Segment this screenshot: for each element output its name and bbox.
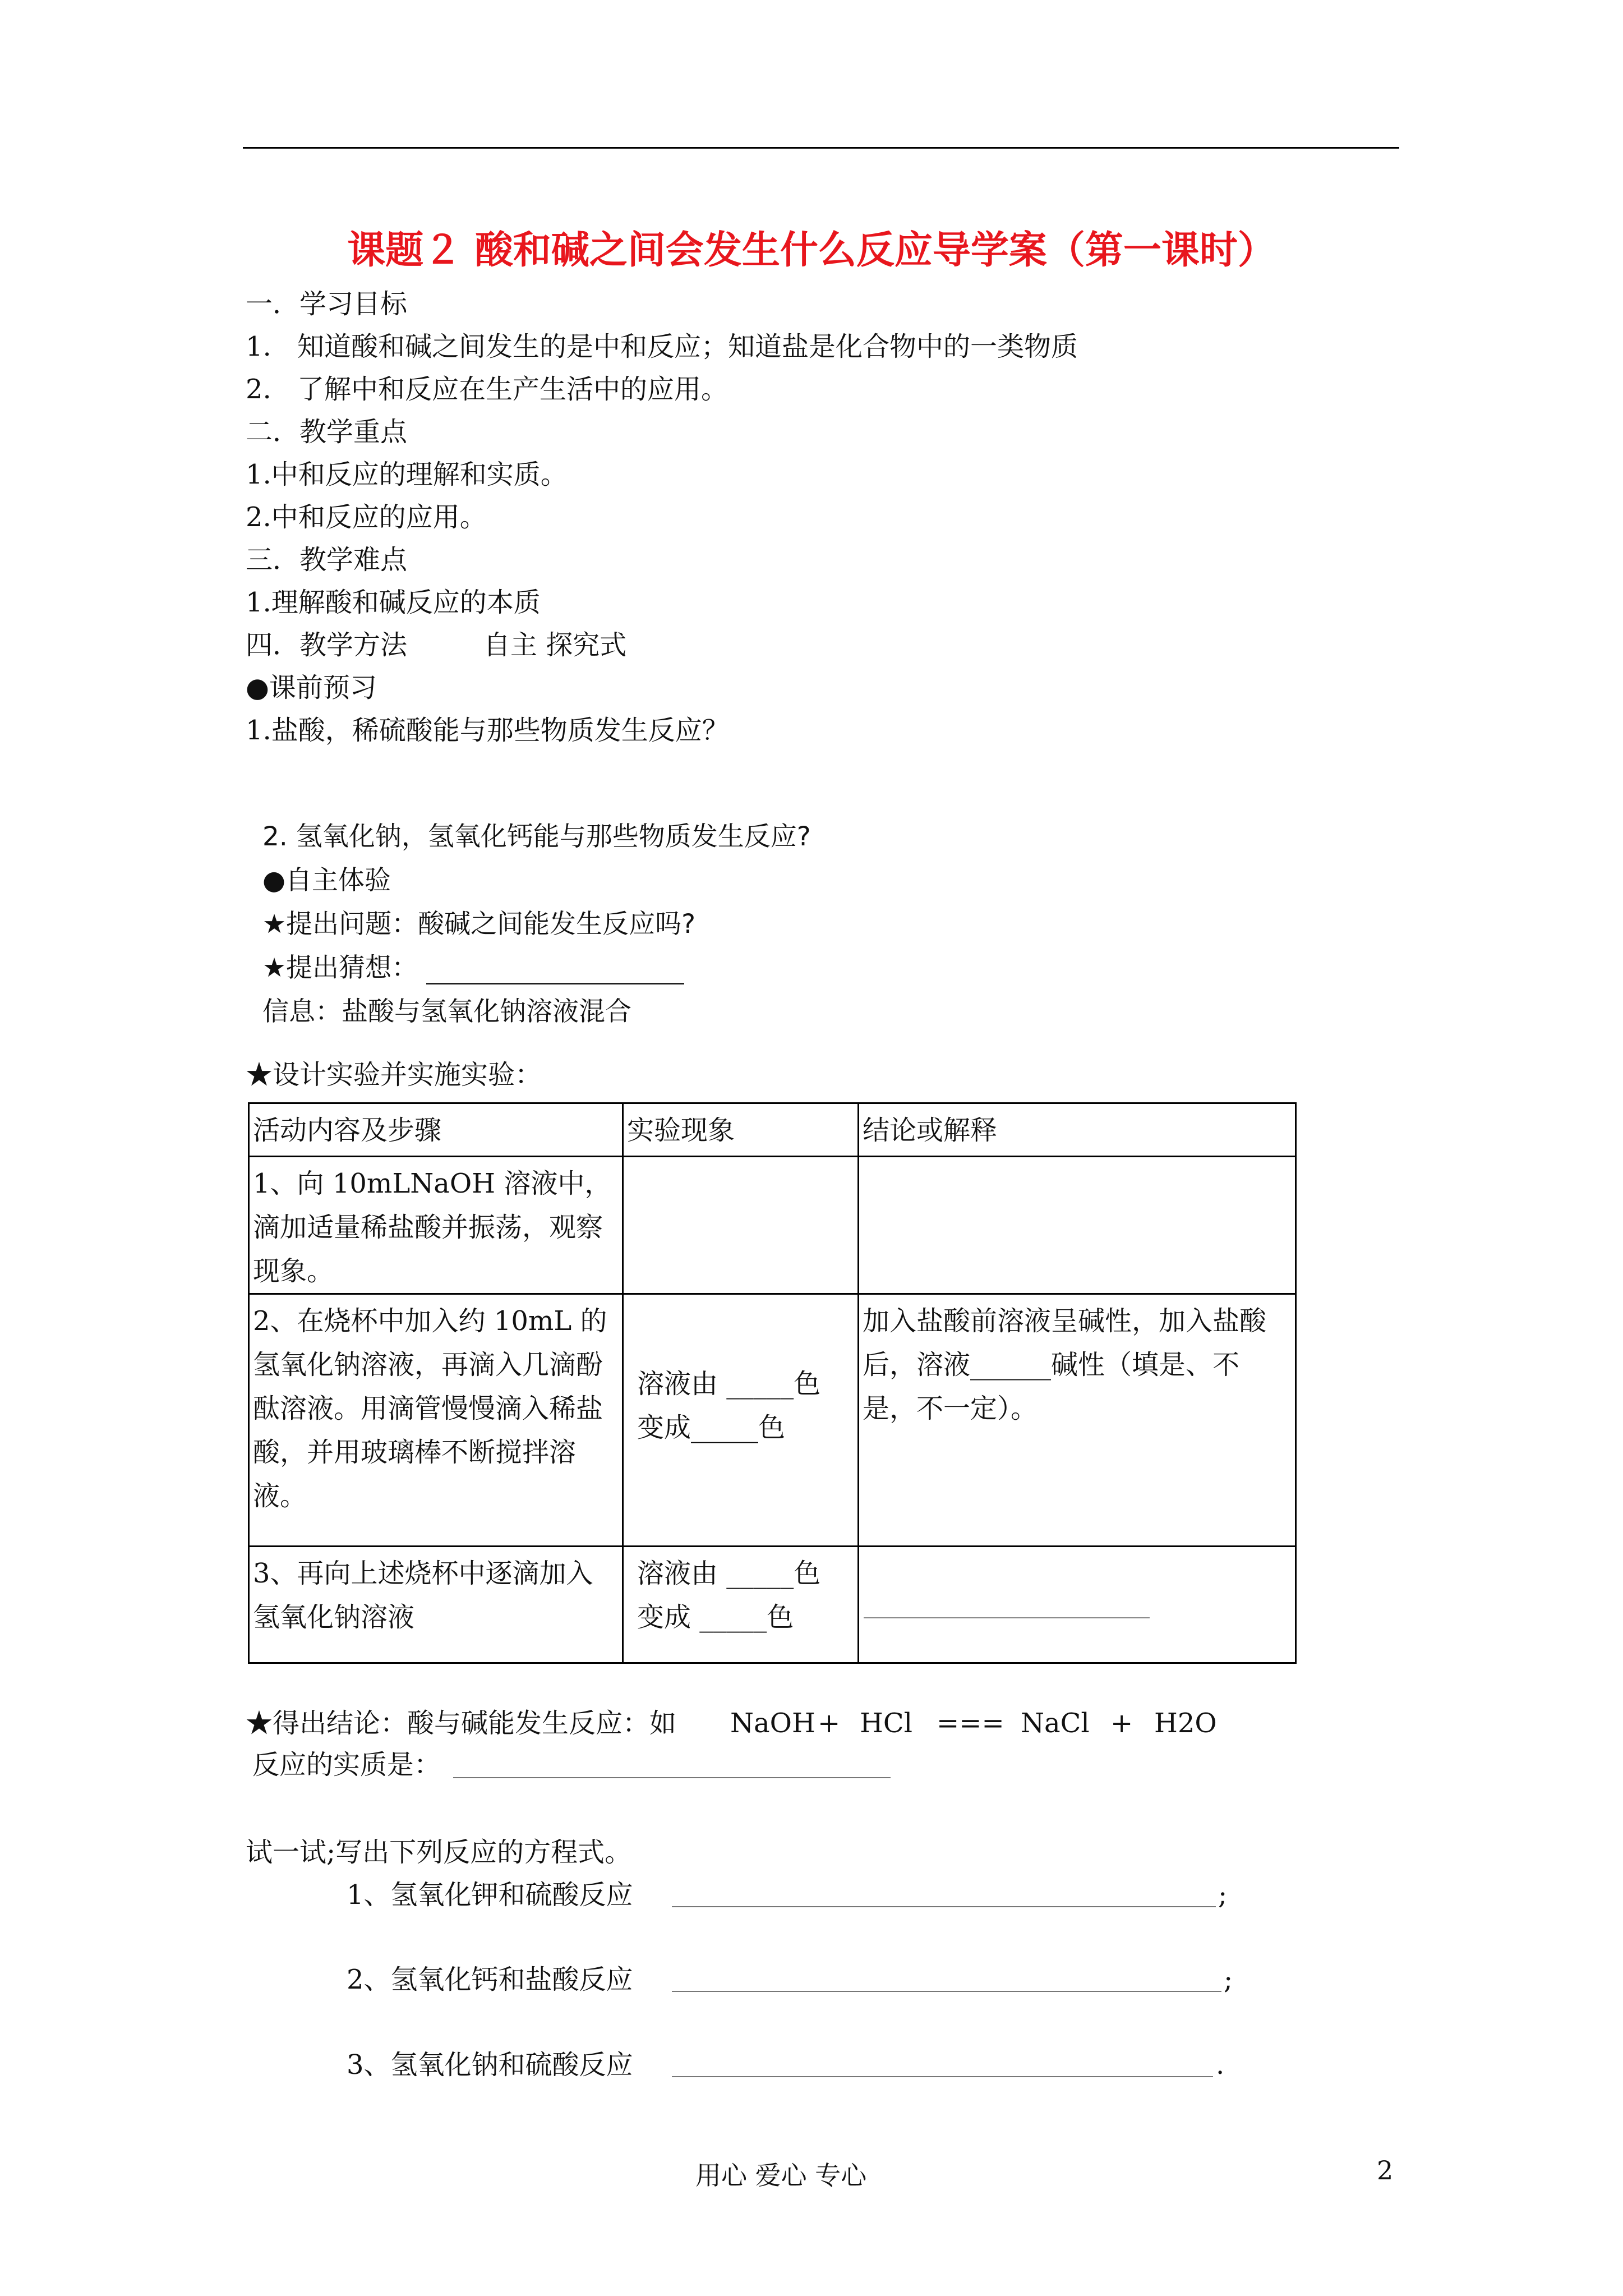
conclusion-blank — [864, 1617, 1150, 1618]
difficulty-1: 1.理解酸和碱反应的本质 — [246, 587, 541, 618]
section-objectives: 一．学习目标 — [246, 288, 408, 320]
table-row — [249, 1157, 1296, 1294]
eq-hcl: HCl — [860, 1708, 912, 1739]
practice-intro: 试一试;写出下列反应的方程式。 — [246, 1837, 632, 1868]
conclusion-label: ★得出结论：酸与碱能发生反应：如 — [246, 1708, 677, 1739]
phenomenon-line: 变成 _____色 — [637, 1602, 794, 1633]
key-point-1: 1.中和反应的理解和实质。 — [246, 459, 568, 490]
preview-question-2: 2. 氢氧化钠，氢氧化钙能与那些物质发生反应? — [262, 821, 811, 852]
objective-2-num: 2. — [246, 374, 271, 405]
eq-plus-1: + — [818, 1708, 841, 1739]
info-line: 信息：盐酸与氢氧化钠溶液混合 — [262, 996, 631, 1027]
experiment-table — [248, 1102, 1297, 1664]
practice-blank-2[interactable] — [672, 1991, 1221, 1992]
section-methods: 四．教学方法 — [246, 629, 408, 661]
step-cell: 3、再向上述烧杯中逐滴加入氢氧化钠溶液 — [249, 1547, 623, 1663]
phenomenon-cell[interactable] — [623, 1547, 859, 1663]
header-conclusion: 结论或解释 — [859, 1103, 1296, 1157]
practice-item-1: 1、氢氧化钾和硫酸反应 — [347, 1879, 633, 1911]
raise-question: ★提出问题：酸碱之间能发生反应吗? — [262, 909, 696, 940]
eq-h2o: H2O — [1154, 1708, 1217, 1739]
section-difficulties: 三．教学难点 — [246, 544, 408, 576]
practice-item-2: 2、氢氧化钙和盐酸反应 — [347, 1964, 633, 1995]
objective-1: 知道酸和碱之间发生的是中和反应；知道盐是化合物中的一类物质 — [297, 331, 1078, 362]
conclusion-cell: 加入盐酸前溶液呈碱性，加入盐酸后，溶液______碱性（填是、不是，不一定）。 — [859, 1294, 1296, 1547]
phenomenon-cell[interactable] — [623, 1157, 859, 1294]
preview-question-1: 1.盐酸，稀硫酸能与那些物质发生反应？ — [246, 715, 729, 746]
eq-plus-2: + — [1110, 1708, 1133, 1739]
eq-arrow: === — [937, 1708, 1004, 1739]
phenomenon-line: 溶液由 _____色 — [637, 1558, 821, 1589]
section-key-points: 二．教学重点 — [246, 416, 408, 448]
essence-label: 反应的实质是： — [252, 1749, 441, 1780]
header-rule — [243, 147, 1399, 149]
footer-motto: 用心 爱心 专心 — [695, 2160, 867, 2191]
key-point-2: 2.中和反应的应用。 — [246, 501, 487, 533]
header-steps: 活动内容及步骤 — [249, 1103, 623, 1157]
raise-guess: ★提出猜想： — [262, 953, 418, 983]
phenomenon-line: 溶液由 _____色 — [637, 1368, 821, 1400]
objective-2: 了解中和反应在生产生活中的应用。 — [297, 374, 728, 405]
step-cell: 1、向 10mLNaOH 溶液中，滴加适量稀盐酸并振荡，观察现象。 — [249, 1157, 623, 1294]
methods-value: 自主 探究式 — [483, 629, 627, 661]
table-row — [249, 1294, 1296, 1547]
practice-blank-3[interactable] — [672, 2076, 1213, 2077]
guess-blank[interactable] — [426, 983, 684, 984]
practice-end-1: ; — [1218, 1879, 1228, 1911]
step-cell: 2、在烧杯中加入约 10mL 的氢氧化钠溶液，再滴入几滴酚酞溶液。用滴管慢慢滴入稀盐酸，并用玻璃棒不断搅拌溶液。 — [249, 1294, 623, 1547]
conclusion-cell[interactable] — [859, 1547, 1296, 1663]
objective-1-num: 1. — [246, 331, 271, 362]
table-row — [249, 1547, 1296, 1663]
practice-blank-1[interactable] — [672, 1906, 1216, 1907]
practice-end-3: . — [1216, 2049, 1225, 2081]
page-title: 课题２ 酸和碱之间会发生什么反应导学案（第一课时） — [347, 228, 1276, 273]
essence-blank[interactable] — [453, 1777, 891, 1778]
eq-naoh: NaOH — [730, 1708, 815, 1739]
phenomenon-cell[interactable] — [623, 1294, 859, 1547]
practice-end-2: ; — [1224, 1964, 1233, 1995]
preview-heading: ●课前预习 — [246, 672, 377, 703]
practice-item-3: 3、氢氧化钠和硫酸反应 — [347, 2049, 633, 2081]
phenomenon-line: 变成_____色 — [637, 1412, 786, 1443]
self-experience-heading: ●自主体验 — [262, 865, 391, 896]
table-header-row — [249, 1103, 1296, 1157]
design-experiment-label: ★设计实验并实施实验： — [246, 1059, 542, 1091]
eq-nacl: NaCl — [1021, 1708, 1090, 1739]
page-number: 2 — [1377, 2155, 1394, 2185]
header-phenomenon: 实验现象 — [623, 1103, 859, 1157]
conclusion-cell[interactable] — [859, 1157, 1296, 1294]
